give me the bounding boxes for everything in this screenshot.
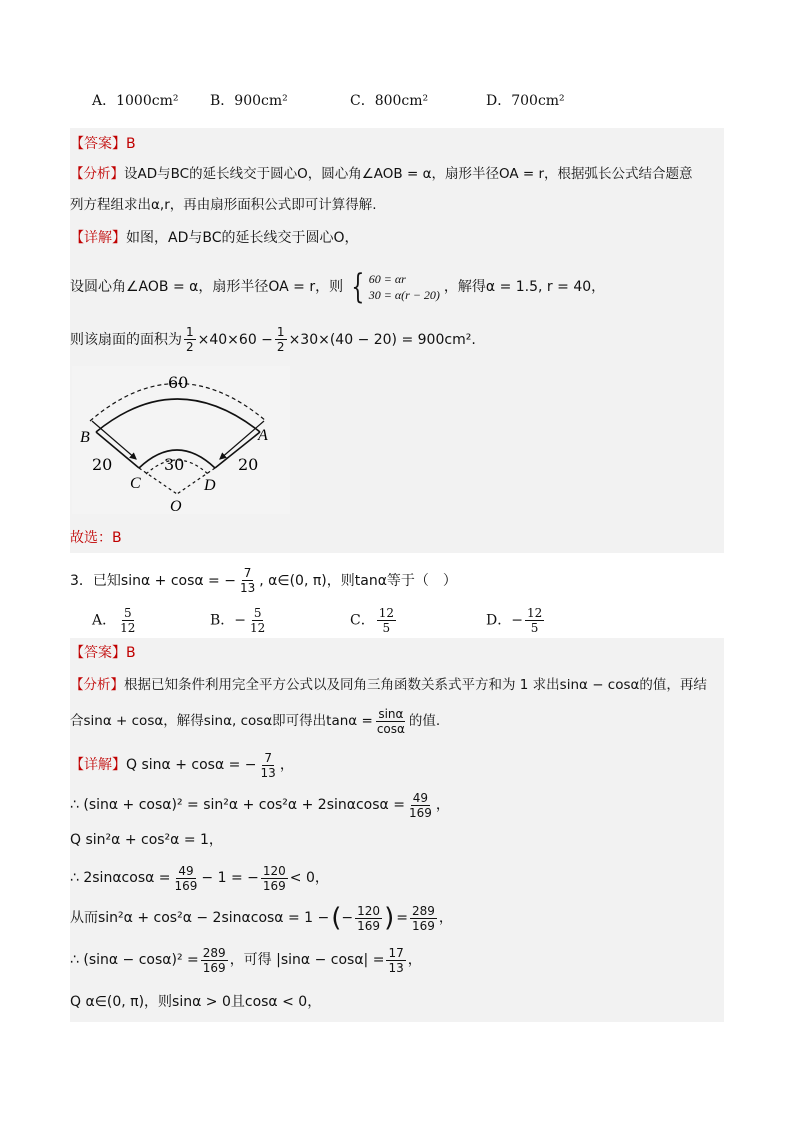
label-30: 30 (164, 455, 185, 474)
q2-detail-text-1: 如图，AD与BC的延长线交于圆心O， (126, 230, 359, 246)
q2-final-row (70, 528, 724, 548)
q3-d2-fraction: $\frac{49}{169}$ (408, 790, 432, 820)
q3-answer-row (70, 643, 724, 663)
q3-d6-mid: ，可得 |sinα − cosα| = (229, 952, 385, 968)
q3-d7: Q α∈(0, π)，则sinα > 0且cosα < 0， (70, 994, 322, 1010)
q3-d6-fraction-1: $\frac{289}{169}$ (202, 945, 226, 975)
q2-detail-row-2 (70, 267, 724, 307)
left-brace: { (351, 267, 365, 307)
q3-d6-fraction-2: $\frac{17}{13}$ (388, 945, 404, 975)
q2-detail-row-3 (70, 325, 724, 354)
q2-analysis-row-2 (70, 195, 724, 215)
q3-d6-post: ， (407, 952, 422, 968)
q3-stem-post: , α∈(0, π)，则tanα等于（ ） (259, 572, 457, 589)
q3-d4-pre: ∴ 2sinαcosα = (70, 870, 171, 886)
q2-detail-text-3-post: ×30×(40 − 20) = 900cm². (288, 331, 476, 348)
q3-detail-row-4 (70, 863, 724, 893)
q3-d5-right-paren: ) (384, 903, 395, 933)
label-a: A (258, 427, 268, 444)
q2-final-answer: 故选：B (70, 530, 122, 546)
q3-d4-fraction-1: $\frac{49}{169}$ (174, 863, 198, 893)
system-eq-1: 60 = αr (368, 272, 406, 286)
label-20-right: 20 (238, 455, 259, 474)
q3-d3: Q sin²α + cos²α = 1， (70, 832, 223, 848)
q2-detail-text-2-post: ，解得α = 1.5, r = 40， (443, 279, 606, 295)
q3-answer-value: B (126, 645, 136, 661)
q3-options-row (70, 606, 724, 634)
q3-detail-row-1 (70, 750, 724, 780)
q2-option-d: D．700cm² (486, 93, 565, 109)
q3-d2-pre: ∴ (sinα + cosα)² = sin²α + cos²α + 2sinαcosα = (70, 797, 405, 813)
q3-analysis-text-2-post: 的值. (408, 713, 441, 729)
q2-analysis-text-2: 列方程组求出α,r，再由扇形面积公式即可计算得解. (70, 197, 377, 213)
q3-analysis-tag: 【分析】 (70, 677, 124, 693)
q3-detail-row-3 (70, 830, 724, 850)
fraction-half-2: $\frac{1}{2}$ (276, 325, 285, 354)
q2-answer-row (70, 134, 724, 154)
q3-stem-row (70, 566, 724, 595)
q3-d5-fraction-2: $\frac{289}{169}$ (411, 903, 435, 933)
q3-d6-pre: ∴ (sinα − cosα)² = (70, 952, 199, 968)
q3-detail-row-6 (70, 945, 724, 975)
q3-d5-pre: 从而sin²α + cos²α − 2sinαcosα = 1 − (70, 910, 330, 926)
label-d: D (204, 477, 216, 494)
q3-d4-mid: − 1 = − (201, 870, 259, 886)
q2-detail-row-1 (70, 228, 724, 248)
q2-detail-text-3-pre: 则该扇面的面积为 (70, 331, 182, 348)
q3-analysis-text-1: 根据已知条件利用完全平方公式以及同角三角函数关系式平方和为 1 求出sinα − cosα的值，再结 (124, 677, 707, 693)
q3-d2-post: ， (435, 797, 450, 813)
q2-detail-tag: 【详解】 (70, 230, 126, 246)
q3-option-b: B．− $\frac{5}{12}$ (210, 605, 266, 635)
sector-figure (72, 366, 290, 514)
q2-answer-value: B (126, 136, 136, 152)
q3-d5-post: ， (438, 910, 453, 926)
q2-detail-text-2-pre: 设圆心角∠AOB = α，扇形半径OA = r，则 (70, 279, 344, 295)
label-20-left: 20 (92, 455, 113, 474)
q2-analysis-row-1 (70, 164, 724, 184)
q3-detail-tag: 【详解】 (70, 757, 126, 773)
equation-system (347, 267, 440, 307)
q3-tan-fraction: $\frac{\sin\alpha}{\cos\alpha}$ (376, 706, 405, 736)
q3-analysis-text-2-pre: 合sinα + cosα，解得sinα, cosα即可得出tanα = (70, 713, 373, 729)
fraction-half-1: $\frac{1}{2}$ (186, 325, 194, 354)
q2-detail-text-3-mid: ×40×60 − (197, 331, 273, 348)
outer-arc (96, 399, 260, 432)
q3-d4-post: < 0， (289, 870, 329, 886)
q3-analysis-row-1 (70, 675, 724, 695)
q3-d5-left-paren: ( (331, 903, 342, 933)
q3-d1-post: ， (279, 757, 294, 773)
dim-left-arrow (92, 421, 136, 459)
q2-option-a: A．1000cm² (92, 93, 179, 109)
q3-option-c: C． $\frac{12}{5}$ (350, 605, 394, 635)
label-60: 60 (168, 373, 189, 392)
q3-d5-mid: = (396, 910, 408, 926)
q3-d1-pre: Q sinα + cosα = − (126, 757, 257, 773)
q3-detail-row-2 (70, 790, 724, 820)
q3-answer-tag: 【答案】 (70, 645, 126, 661)
label-c: C (130, 475, 141, 492)
q2-option-c: C．800cm² (350, 93, 429, 109)
q2-analysis-tag: 【分析】 (70, 166, 124, 182)
q3-stem-fraction: $\frac{7}{13}$ (239, 566, 256, 595)
q3-d4-fraction-2: $\frac{120}{169}$ (262, 863, 286, 893)
q3-option-a: A． $\frac{5}{12}$ (92, 605, 136, 635)
q2-answer-tag: 【答案】 (70, 136, 126, 152)
q3-d5-fraction-1: $\frac{120}{169}$ (357, 903, 381, 933)
q2-option-b: B．900cm² (210, 93, 288, 109)
q3-detail-row-5 (70, 903, 724, 933)
label-o: O (170, 498, 182, 514)
q3-stem-pre: 3．已知sinα + cosα = − (70, 572, 236, 589)
q3-option-d: D．− $\frac{12}{5}$ (486, 605, 543, 635)
sector-diagram (72, 366, 290, 514)
q3-detail-row-7 (70, 992, 724, 1012)
q3-d1-fraction: $\frac{7}{13}$ (260, 750, 276, 780)
q3-d5-neg: − (341, 910, 354, 926)
system-eq-2: 30 = α(r − 20) (368, 288, 440, 302)
q2-analysis-text-1: 设AD与BC的延长线交于圆心O，圆心角∠AOB = α，扇形半径OA = r，根据弧长公式结合题意 (124, 166, 693, 182)
q3-analysis-row-2 (70, 706, 724, 736)
label-b: B (80, 429, 90, 446)
